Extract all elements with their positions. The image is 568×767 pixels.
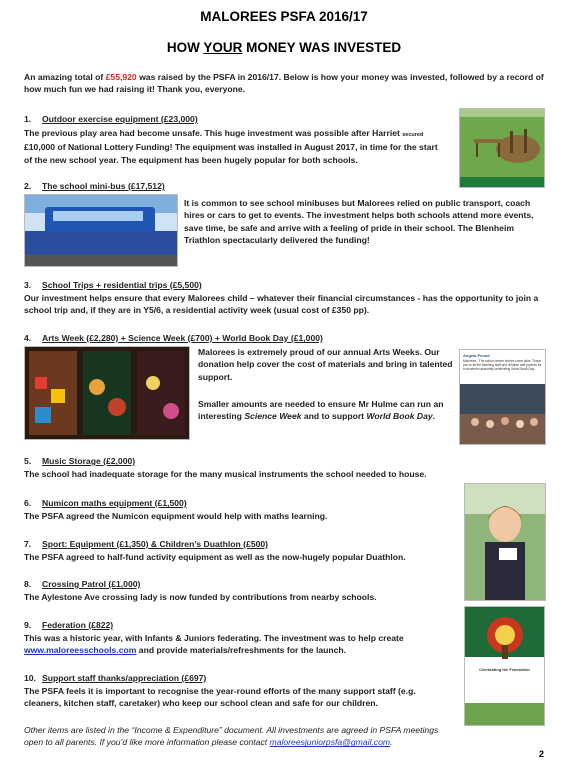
item-7-heading: 7. Sport: Equipment (£1,350) & Children’s Duathlon (£500) — [24, 539, 269, 549]
playground-photo — [459, 108, 545, 188]
item-10-text: The PSFA feels it is important to recognise the year-round efforts of the many support staff (e.g. cleaners, kitchen staff, caretaker) who keep our school clean and safe for our children. — [24, 686, 416, 709]
item-5-text: The school had inadequate storage for the many musical instruments the school needed to house. — [24, 469, 427, 479]
item-9-heading: 9. Federation (£822) — [24, 620, 114, 630]
minibus-photo — [24, 194, 178, 267]
post-text: Malorees - The school where stories come alive. Thank you to all the teaching staff and children and parents for a wonderful assembly celebrating World Book Day — [463, 359, 542, 371]
item-7-text: The PSFA agreed to half-fund activity equipment as well as the now-hugely popular Duathlon. — [24, 552, 406, 562]
item-8-heading: 8. Crossing Patrol (£1,000) — [24, 579, 141, 589]
item-6-heading: 6. Numicon maths equipment (£1,500) — [24, 498, 187, 508]
item-10-heading: 10. Support staff thanks/appreciation (£697) — [24, 673, 207, 683]
contact-email-link[interactable]: maloreesjuniorpsfa@gmail.com — [269, 737, 391, 748]
item-4-heading: 4. Arts Week (£2,280) + Science Week (£700) + World Book Day (£1,000) — [24, 333, 323, 343]
item-5-heading: 5. Music Storage (£2,000) — [24, 456, 136, 466]
page-subtitle: HOW YOUR MONEY WAS INVESTED — [166, 40, 402, 55]
footer-note: Other items are listed in the “Income & Expenditure” document. All investments are agreed in PSFA meetings open to all parents. If you’d like more information please contact maloreesjuniorpsfa@gmail.com. — [24, 725, 439, 748]
item-1-heading: 1. Outdoor exercise equipment (£23,000) — [24, 114, 198, 124]
item-2-text: It is common to see school minibuses but Malorees relied on public transport, coach hires or cars to get to events. The investment helps both schools attend more events, save time, be safe and arrive with a feeling of pride in their school. The Blenheim Triathlon spectacularly delivered the funding! — [184, 198, 534, 245]
post-author: Angela Peund — [463, 353, 490, 358]
item-2-heading: 2. The school mini-bus (£17,512) — [24, 181, 165, 191]
item-6-text: The PSFA agreed the Numicon equipment would help with maths learning. — [24, 511, 328, 521]
page-number: 2 — [538, 749, 544, 759]
duathlon-child-photo — [464, 483, 546, 601]
page-title: MALOREES PSFA 2016/17 — [200, 9, 368, 24]
arts-week-photo — [24, 346, 190, 440]
intro-paragraph: An amazing total of £55,920 was raised by the PSFA in 2016/17. Below is how your money was invested, followed by a record of how much fun we had raising it! Thank you, everyone. — [24, 72, 544, 95]
world-book-day-post — [459, 349, 546, 445]
item-4-text-2: Smaller amounts are needed to ensure Mr Hulme can run an interesting Science Week and to support World Book Day. — [198, 399, 444, 422]
poster-caption: Celebrating the Federation — [479, 667, 530, 672]
federation-poster — [464, 606, 545, 726]
item-1-text: The previous play area had become unsafe. This huge investment was possible after Harriet secured £10,000 of National Lottery Funding! The equipment was installed in August 2017, in time for the start of the new school year. The equipment has been hugely popular for both schools. — [24, 128, 438, 165]
item-9-text: This was a historic year, with Infants & Juniors federating. The investment was to help create www.maloreesschools.com and provide materials/refreshments for the launch. — [24, 633, 404, 656]
item-8-text: The Aylestone Ave crossing lady is now funded by contributions from nearby schools. — [24, 592, 377, 602]
item-4-text: Malorees is extremely proud of our annual Arts Weeks. Our donation help cover the cost of materials and bring in talented support. — [198, 347, 453, 382]
website-link[interactable]: www.maloreesschools.com — [24, 645, 137, 656]
item-3-heading: 3. School Trips + residential trips (£5,500) — [24, 280, 202, 290]
item-3-text: Our investment helps ensure that every Malorees child – whatever their financial circumstances - has the opportunity to join a school trip and, if they are in Y5/6, a residential activity week (usual cost of £350 pp). — [24, 293, 539, 316]
